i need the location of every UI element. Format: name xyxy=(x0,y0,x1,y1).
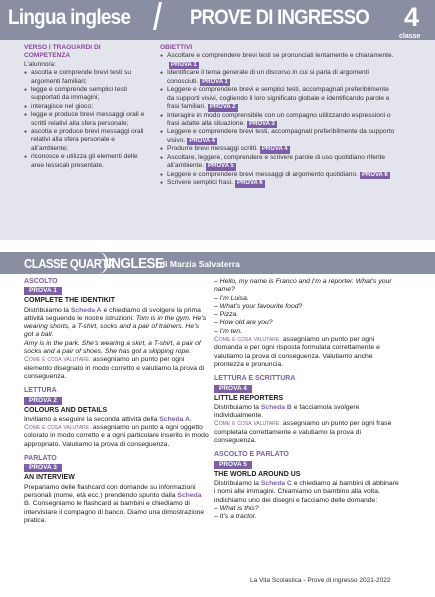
activity-paragraph xyxy=(214,480,400,505)
scheda-ref: Scheda C xyxy=(260,479,292,487)
objectives-heading: OBIETTIVI xyxy=(160,44,193,51)
page-footer: La Vita Scolastica - Prove di ingresso 2021-2022 xyxy=(250,577,391,584)
text-span: e chiediamo ai bambini di abbinare i nomi alle immagini. Chiamiamo un bambino alla volta, indichiamo uno dei disegni e facciamo delle domande: xyxy=(214,479,399,504)
objective-item xyxy=(160,112,395,129)
text-span: . xyxy=(190,415,192,423)
competence-item: ● ascolta e comprende brevi testi su argomenti familiari; xyxy=(24,69,152,86)
evaluation-label: Come e cosa valutare: xyxy=(214,336,282,344)
competence-item: ● interagisce nel gioco; xyxy=(24,103,152,111)
instruction-paragraph: Amy is in the park. She’s wearing a skirt, a T-shirt, a pair of socks and a pair of shoes. She has got a skipping rope. xyxy=(24,339,201,356)
objective-item xyxy=(160,154,395,171)
scheda-ref: Scheda B xyxy=(260,403,292,411)
text-span: e chiediamo di svolgere la prima attività seguendo le nostre istruzioni: xyxy=(24,306,201,322)
section-title: PROVE DI INGRESSO xyxy=(190,6,370,29)
evaluation-paragraph xyxy=(214,420,400,445)
text-span: Distribuiamo la xyxy=(24,306,71,314)
skill-heading: ASCOLTO xyxy=(24,278,58,285)
skill-heading: ASCOLTO E PARLATO xyxy=(214,451,289,459)
prova-badge: PROVA 4 xyxy=(214,385,252,393)
objective-item xyxy=(160,69,395,86)
text-span: e facciamola svolgere individualmente. xyxy=(214,403,360,420)
instruction-text: Tom is in the gym. He’s wearing shorts, a T-shirt, socks and a pair of trainers. He’s got a ball. xyxy=(24,314,207,339)
dialogue-line: – What’s your favourite food? xyxy=(214,302,303,310)
dialogue-line: – Hello, my name is Franco and I’m a reporter. What’s your name? xyxy=(214,278,392,294)
objective-text: Leggere e comprendere brevi e semplici testi, accompagnati preferibilmente da supporti visivi, cogliendo il loro significato globale e identificando parole e frasi familiari. xyxy=(167,86,390,111)
objective-text: Leggere e comprendere brevi messaggi di argomento quotidiano. xyxy=(167,170,358,178)
objective-item xyxy=(160,52,395,69)
skill-heading: PARLATO xyxy=(24,455,57,463)
objective-item xyxy=(160,86,395,111)
scheda-ref: Scheda A xyxy=(70,306,102,314)
prova-tag: PROVA 4 xyxy=(189,137,216,144)
dialogue-line: – It’s a tractor. xyxy=(214,513,257,521)
competences-heading xyxy=(24,44,152,61)
objective-text: Ascoltare e comprendere brevi testi se pronunciati lentamente e chiaramente. xyxy=(167,52,394,60)
text-span: Invitiamo a eseguire la seconda attività della xyxy=(24,415,160,423)
evaluation-paragraph xyxy=(214,336,400,369)
objective-item xyxy=(160,128,395,145)
dialogue-line: – I’m Luisa. xyxy=(214,294,249,302)
dialogue-line: – What is this? xyxy=(214,504,259,512)
competence-item: ● legge e produce brevi messaggi orali e scritti relativi alla sfera personale; xyxy=(24,111,152,128)
competences-intro: L’alunno/a: xyxy=(24,60,56,68)
objective-text: Ascoltare, leggere, comprendere e scrivere parole di uso quotidiano riferite all’ambiente. xyxy=(167,153,386,170)
subject-band-label: INGLESE xyxy=(108,255,164,272)
text-span: Distribuiamo la xyxy=(214,479,261,487)
activity-title: THE WORLD AROUND US xyxy=(214,470,301,478)
header-divider xyxy=(153,2,162,30)
skill-heading: LETTURA xyxy=(24,387,57,395)
objective-item xyxy=(160,179,395,188)
prova-tag: PROVA 5 xyxy=(208,163,234,170)
skill-heading: LETTURA E SCRITTURA xyxy=(214,375,296,383)
prova-tag: PROVA 6 xyxy=(361,171,388,178)
prova-badge: PROVA 1 xyxy=(24,287,62,295)
class-band-label: CLASSE QUARTA xyxy=(24,256,115,271)
activity-title: COLOURS AND DETAILS xyxy=(24,406,108,414)
prova-tag: PROVA 4 xyxy=(261,146,288,153)
left-body-column xyxy=(24,278,210,525)
competence-item: ● ascolta e produce brevi messaggi orali relativi alla sfera personale e all’ambiente; xyxy=(24,128,152,153)
objective-text: Leggere e comprendere brevi testi, accompagnati preferibilmente da supporto visivo. xyxy=(167,128,395,144)
author-label: di Marzia Salvaterra xyxy=(160,259,240,269)
scheda-ref: Scheda B xyxy=(24,491,202,508)
activity-title: LITTLE REPORTERS xyxy=(214,394,284,402)
text-span: Prepariamo delle flashcard con domande su informazioni personali (nome, età ecc.) prendendo spunto dalla xyxy=(24,483,196,499)
evaluation-label: Come e cosa valutare: xyxy=(214,420,282,428)
prova-tag: PROVA 1 xyxy=(171,61,197,68)
activity-paragraph xyxy=(24,307,210,340)
activity-title: AN INTERVIEW xyxy=(24,474,75,482)
objective-text: Interagire in modo comprensibile con un compagno utilizzando espressioni o frasi adatte alla situazione. xyxy=(167,111,391,127)
activity-paragraph xyxy=(214,404,400,421)
page-header xyxy=(0,0,435,40)
competences-heading-line-1: VERSO I TRAGUARDI DI xyxy=(24,44,101,51)
subject-title: Lingua inglese xyxy=(8,6,131,29)
objectives-column xyxy=(160,40,395,188)
evaluation-paragraph xyxy=(24,356,210,381)
evaluation-paragraph xyxy=(24,424,210,449)
objective-item xyxy=(160,171,395,180)
class-band xyxy=(0,252,435,274)
prova-tag: PROVA 2 xyxy=(209,104,236,111)
class-number: 4 xyxy=(404,2,420,32)
competence-item: ● legge e comprende semplici testi supportati da immagini; xyxy=(24,86,152,103)
dialogue-line: – Pizza. xyxy=(214,311,239,319)
activity-paragraph xyxy=(24,416,210,424)
evaluation-text: assegniamo un punto a ogni oggetto colorato in modo corretto e a ogni particolare inserito in modo appropriato. Valutiamo la prova di conseguenza. xyxy=(24,424,209,448)
objective-item xyxy=(160,145,395,154)
class-label: classe xyxy=(399,33,421,40)
scheda-ref: Scheda A xyxy=(159,415,190,423)
evaluation-label: Come e cosa valutare: xyxy=(24,424,92,432)
text-span: Distribuiamo la xyxy=(214,403,261,411)
objective-text: Identificare il tema generale di un discorso in cui si parla di argomenti conosciuti. xyxy=(167,69,369,85)
evaluation-text: assegniamo un punto per ogni frase completata correttamente e valutiamo la prova di conseguenza. xyxy=(214,420,392,445)
prova-badge: PROVA 3 xyxy=(24,464,62,472)
objective-text: Scrivere semplici frasi. xyxy=(167,179,233,187)
activity-paragraph xyxy=(24,484,210,525)
dialogue-line: – How old are you? xyxy=(214,319,273,327)
prova-tag: PROVA 3 xyxy=(249,120,275,127)
prova-badge: PROVA 2 xyxy=(24,397,62,405)
right-body-column xyxy=(214,278,400,521)
objectives-panel xyxy=(0,40,435,240)
evaluation-label: Come e cosa valutare: xyxy=(24,356,92,364)
objective-text: Produrre brevi messaggi scritti. xyxy=(167,145,258,153)
competence-item: ● riconosce e utilizza gli elementi delle aree lessicali presentate. xyxy=(24,153,152,170)
text-span: . Consegniamo le flashcard ai bambini e chiediamo di intervistare il compagno di banco. Diamo una dimostrazione pratica. xyxy=(24,500,205,524)
prova-tag: PROVA 1 xyxy=(202,78,228,85)
competences-column xyxy=(24,40,152,170)
prova-tag: PROVA 6 xyxy=(236,180,263,187)
prova-badge: PROVA 5 xyxy=(214,461,252,469)
evaluation-text: assegniamo un punto per ogni elemento disegnato in modo corretto e valutiamo la prova di conseguenza. xyxy=(24,356,205,380)
activity-title: COMPLETE THE IDENTIKIT xyxy=(24,297,115,305)
evaluation-text: assegniamo un punto per ogni domanda e per ogni risposta formulata correttamente e valutiamo la prova di conseguenza. Valutiamo anche prontezza e pronuncia. xyxy=(214,336,380,368)
competences-heading-line-2: COMPETENZA xyxy=(24,52,71,60)
dialogue-line: – I’m ten. xyxy=(214,327,242,335)
